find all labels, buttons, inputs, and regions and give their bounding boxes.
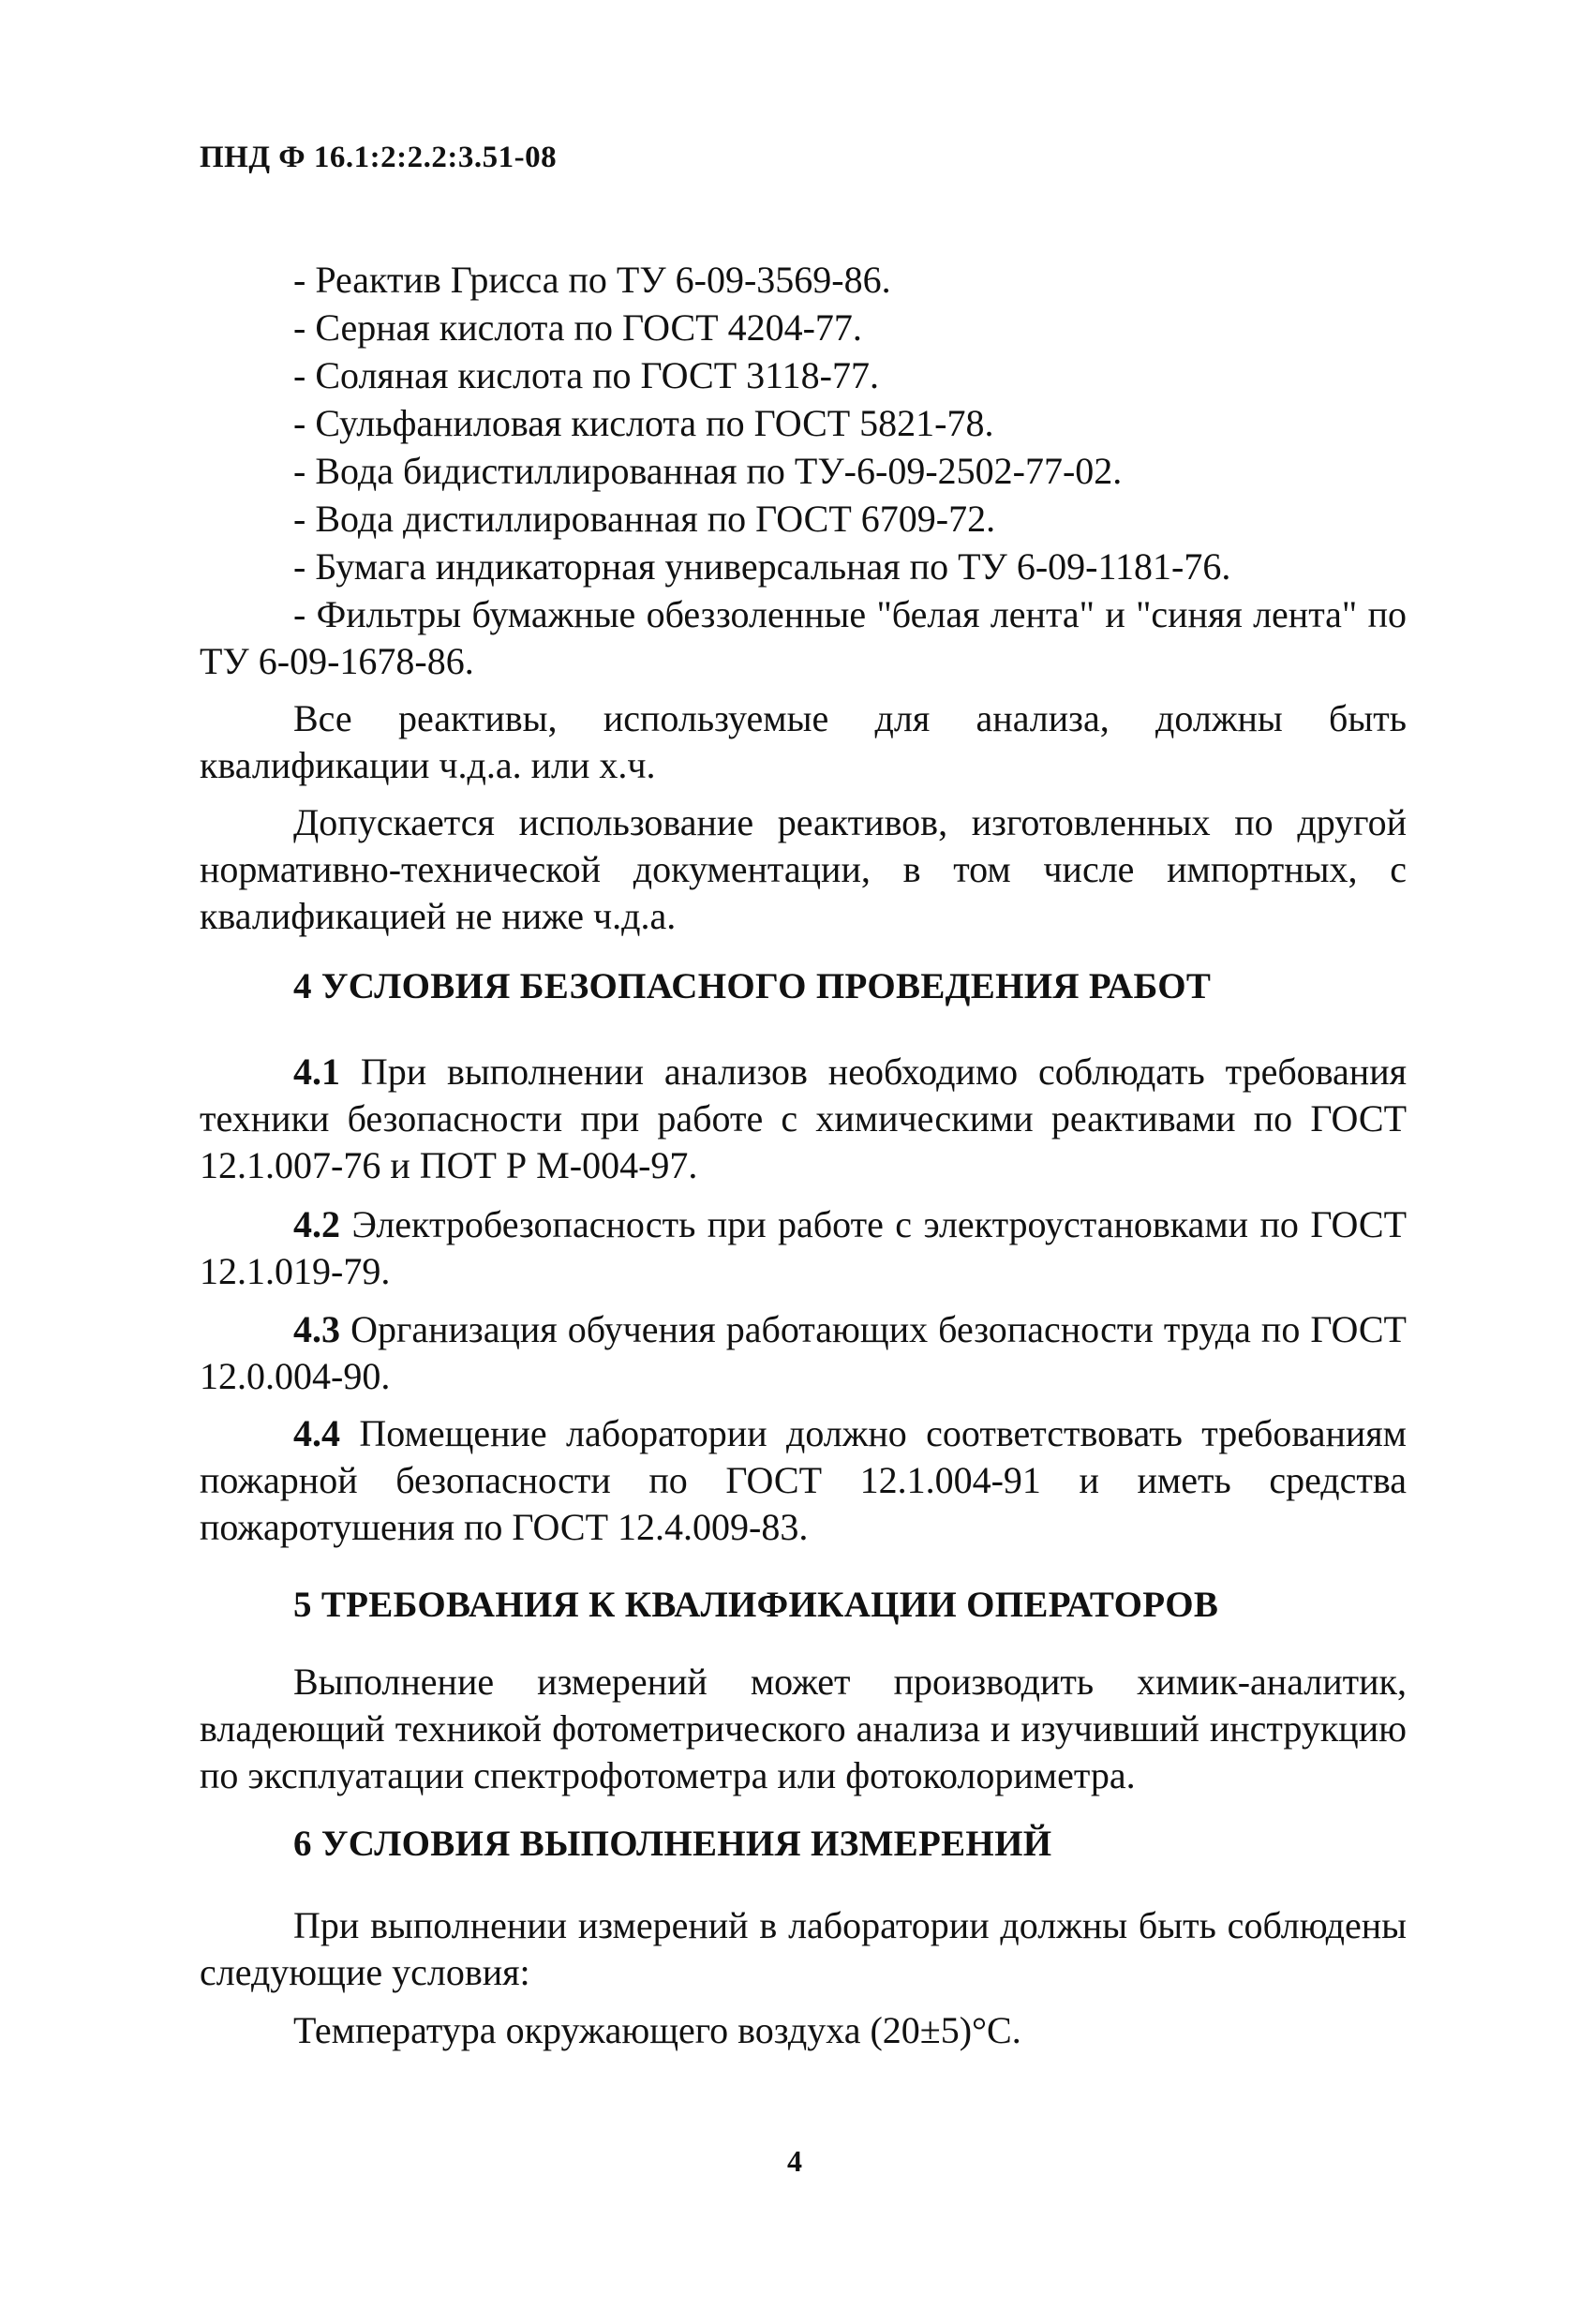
item-number: 4.2 [293,1203,340,1245]
section-6-paragraph: При выполнении измерений в лаборатории должны быть соблюдены следующие условия: [200,1904,1407,1993]
item-text: При выполнении анализов необходимо соблюдать требования техники безопасности при работе с химическими реактивами по ГОСТ 12.1.007-76 и ПОТ Р М-004-97. [200,1050,1407,1186]
item-number: 4.4 [293,1412,340,1454]
section-4-item [200,1410,1407,1551]
item-text: Электробезопасность при работе с электроустановками по ГОСТ 12.1.019-79. [200,1203,1407,1292]
reagent-item: - Соляная кислота по ГОСТ 3118-77. [293,354,879,396]
item-number: 4.3 [293,1308,340,1350]
reagent-item: - Бумага индикаторная универсальная по ТУ 6-09-1181-76. [293,545,1231,588]
reagent-item: - Вода бидистиллированная по ТУ-6-09-2502-77-02. [293,450,1123,492]
reagent-item: - Сульфаниловая кислота по ГОСТ 5821-78. [293,402,994,444]
document-code-header: ПНД Ф 16.1:2:2.2:3.51-08 [200,141,558,174]
item-number: 4.1 [293,1050,340,1093]
page-number: 4 [787,2144,802,2178]
section-4-item [200,1049,1407,1189]
item-text: Организация обучения работающих безопасности труда по ГОСТ 12.0.004-90. [200,1308,1407,1397]
import-reagents-paragraph: Допускается использование реактивов, изготовленных по другой нормативно-технической документации, в том числе импортных, с квалификацией не ниже ч.д.а. [200,801,1407,937]
reagent-item: - Реактив Грисса по ТУ 6-09-3569-86. [293,259,891,301]
reagent-item: - Фильтры бумажные обеззоленные "белая лента" и "синяя лента" по ТУ 6-09-1678-86. [200,593,1407,682]
section-4-item [200,1201,1407,1295]
section-4-item [200,1306,1407,1400]
item-text: Помещение лаборатории должно соответствовать требованиям пожарной безопасности по ГОСТ 12.1.004-91 и иметь средства пожаротушения по ГОСТ 12.4.009-83. [200,1412,1407,1548]
qualification-paragraph: Все реактивы, используемые для анализа, должны быть квалификации ч.д.а. или х.ч. [200,697,1407,786]
section-5-paragraph: Выполнение измерений может производить химик-аналитик, владеющий техникой фотометрического анализа и изучивший инструкцию по эксплуатации спектрофотометра или фотоколориметра. [200,1661,1407,1796]
temperature-condition: Температура окружающего воздуха (20±5)°С. [293,2009,1021,2051]
reagent-item: - Серная кислота по ГОСТ 4204-77. [293,306,862,349]
section-6-heading: 6 УСЛОВИЯ ВЫПОЛНЕНИЯ ИЗМЕРЕНИЙ [293,1824,1052,1864]
section-4-heading: 4 УСЛОВИЯ БЕЗОПАСНОГО ПРОВЕДЕНИЯ РАБОТ [293,966,1212,1006]
section-5-heading: 5 ТРЕБОВАНИЯ К КВАЛИФИКАЦИИ ОПЕРАТОРОВ [293,1585,1219,1625]
reagent-item: - Вода дистиллированная по ГОСТ 6709-72. [293,498,996,540]
